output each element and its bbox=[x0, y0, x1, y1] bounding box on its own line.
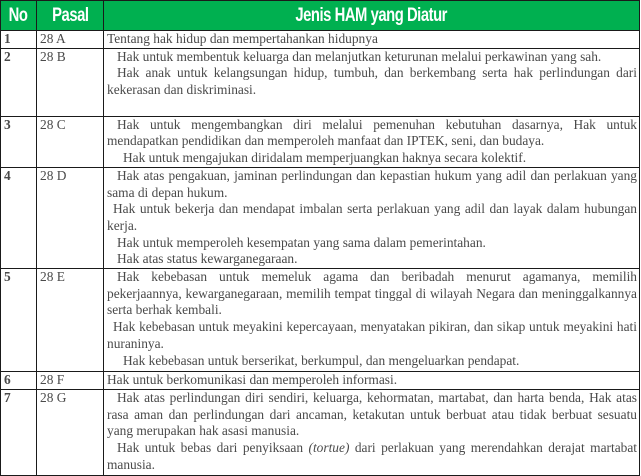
jenis-cell bbox=[104, 116, 640, 167]
ham-item: Hak untuk bebas dari penyiksaan (tortue) dari perlakuan yang merendahkan derajat martabat manusia. bbox=[107, 440, 637, 472]
pasal-cell: 28 F bbox=[37, 372, 104, 390]
table-row bbox=[1, 48, 640, 116]
ham-item: Hak untuk memperoleh kesempatan yang sama dalam pemerintahan. bbox=[117, 234, 486, 250]
pasal-cell: 28 E bbox=[37, 269, 104, 372]
row-number: 7 bbox=[1, 390, 37, 476]
table-row bbox=[1, 167, 640, 268]
ham-item: Hak kebebasan untuk meyakini kepercayaan, menyatakan pikiran, dan sikap untuk meyakini hati nuraninya. bbox=[107, 319, 637, 351]
jenis-cell bbox=[104, 269, 640, 372]
ham-item: Hak untuk mengembangkan diri melalui pemenuhan kebutuhan dasarnya, Hak untuk mendapatkan pendidikan dan memperoleh manfaat dan IPTEK, seni, dan budaya. bbox=[107, 116, 637, 149]
pasal-cell: 28 B bbox=[37, 48, 104, 116]
ham-item: Hak atas perlindungan diri sendiri, keluarga, kehormatan, martabat, dan harta benda, Hak atas rasa aman dan perlindungan dari ancaman, ketakutan untuk berbuat atau tidak berbuat sesuatu yang merupakan hak asasi manusia. bbox=[107, 390, 637, 439]
pasal-cell: 28 G bbox=[37, 390, 104, 476]
row-number: 6 bbox=[1, 372, 37, 390]
column-header-pasal: Pasal bbox=[37, 1, 104, 31]
ham-item: Hak untuk berkomunikasi dan memperoleh informasi. bbox=[107, 372, 398, 388]
ham-item: Hak anak untuk kelangsungan hidup, tumbuh, dan berkembang serta hak perlindungan dari kekerasan dan diskriminasi. bbox=[107, 65, 637, 98]
jenis-cell bbox=[104, 31, 640, 49]
row-number: 5 bbox=[1, 269, 37, 372]
jenis-cell bbox=[104, 390, 640, 476]
row-number: 3 bbox=[1, 116, 37, 167]
column-header-jenis: Jenis HAM yang Diatur bbox=[104, 1, 640, 31]
pasal-cell: 28 D bbox=[37, 167, 104, 268]
table-header-row bbox=[1, 1, 640, 31]
table-row bbox=[1, 390, 640, 476]
ham-item: Hak atas status kewarganegaraan. bbox=[117, 251, 298, 267]
ham-item: Hak untuk bekerja dan mendapat imbalan serta perlakuan yang adil dan layak dalam hubungan kerja. bbox=[107, 201, 637, 233]
table-row bbox=[1, 269, 640, 372]
jenis-cell bbox=[104, 167, 640, 268]
jenis-cell bbox=[104, 372, 640, 390]
italic-term: (tortue) bbox=[308, 440, 350, 456]
ham-item: Tentang hak hidup dan mempertahankan hidupnya bbox=[107, 31, 378, 46]
ham-item: Hak atas pengakuan, jaminan perlindungan dan kepastian hukum yang adil dan perlakuan yang sama di depan hukum. bbox=[107, 167, 637, 200]
ham-item: Hak untuk membentuk keluarga dan melanjutkan keturunan melalui perkawinan yang sah. bbox=[117, 48, 602, 64]
row-number: 1 bbox=[1, 31, 37, 49]
table-row bbox=[1, 31, 640, 49]
pasal-cell: 28 C bbox=[37, 116, 104, 167]
column-header-no: No bbox=[1, 1, 37, 31]
ham-item: Hak kebebasan untuk memeluk agama dan beribadah menurut agamanya, memilih pekerjaannya, kewarganegaraan, memilih tempat tinggal di wilayah Negara dan meninggalkannya serta berhak kembali. bbox=[107, 269, 637, 318]
table-row bbox=[1, 372, 640, 390]
row-number: 2 bbox=[1, 48, 37, 116]
ham-item: Hak untuk mengajukan diridalam memperjuangkan haknya secara kolektif. bbox=[123, 150, 527, 166]
ham-item: Hak kebebasan untuk berserikat, berkumpul, dan mengeluarkan pendapat. bbox=[123, 352, 520, 368]
table-row bbox=[1, 116, 640, 167]
pasal-cell: 28 A bbox=[37, 31, 104, 49]
row-number: 4 bbox=[1, 167, 37, 268]
jenis-cell bbox=[104, 48, 640, 116]
